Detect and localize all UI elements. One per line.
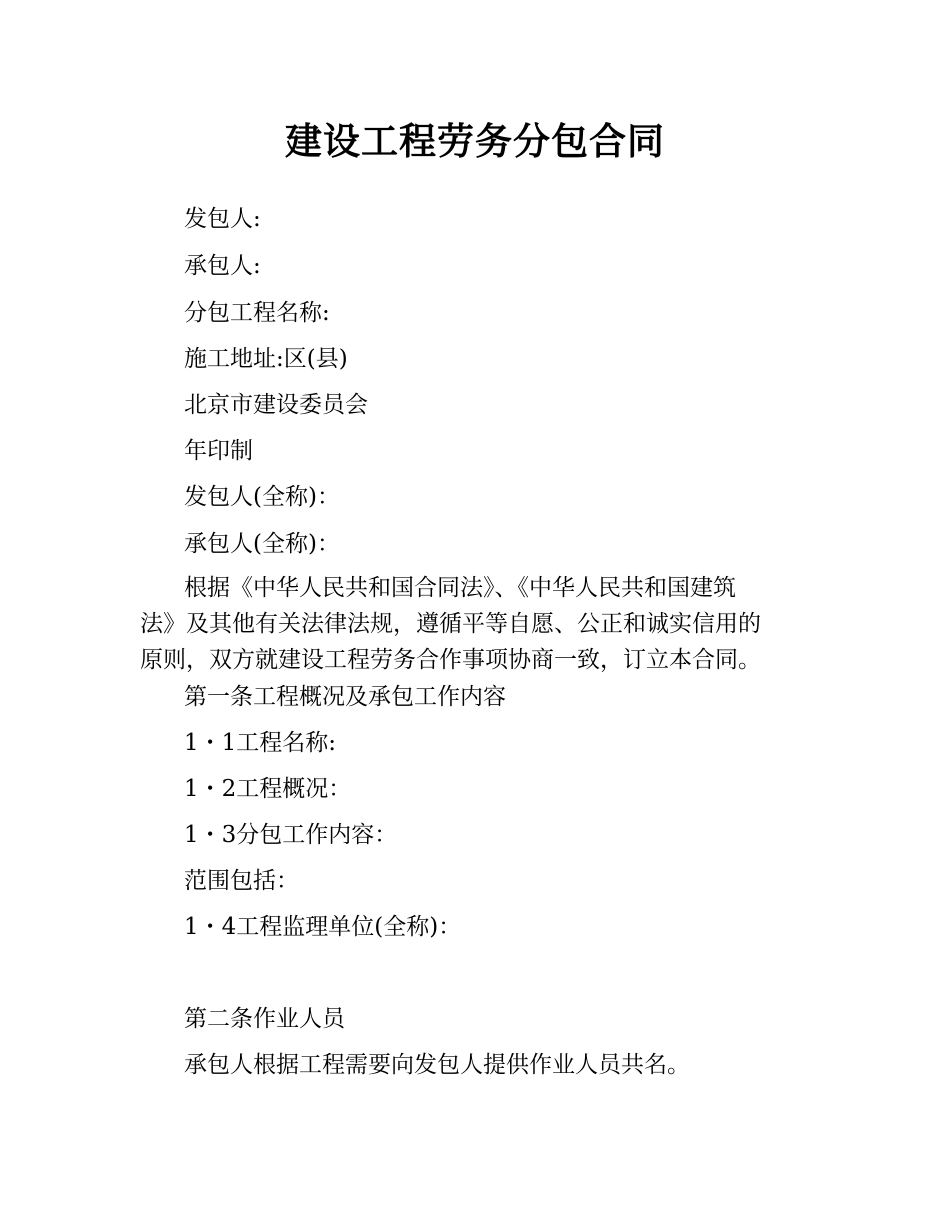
document-title: 建设工程劳务分包合同 [285,120,665,163]
item-1-2: 1・2工程概况： [184,776,352,802]
article-2-heading: 第二条作业人员 [184,1006,345,1032]
item-1-4: 1・4工程监理单位(全称)： [184,914,462,940]
article-1-heading: 第一条工程概况及承包工作内容 [184,684,506,710]
contractor-line: 承包人: [184,253,261,279]
issuer-full-name-line: 发包人(全称)： [184,484,340,510]
site-address-line: 施工地址:区(县) [184,346,348,372]
project-name-line: 分包工程名称: [184,300,330,326]
scope-line: 范围包括： [184,868,299,894]
contractor-full-name-line: 承包人(全称)： [184,531,340,557]
publisher-line: 北京市建设委员会 [184,392,368,418]
print-line: 年印制 [184,438,253,464]
preamble-line: 法》及其他有关法律法规，遵循平等自愿、公正和诚实信用的 [140,611,761,637]
preamble-paragraph [140,570,820,678]
preamble-line: 根据《中华人民共和国合同法》、《中华人民共和国建筑 [184,575,736,601]
item-1-3: 1・3分包工作内容： [184,822,398,848]
preamble-line: 原则，双方就建设工程劳务合作事项协商一致，订立本合同。 [140,647,761,673]
article-2-body: 承包人根据工程需要向发包人提供作业人员共名。 [184,1052,690,1078]
issuer-line: 发包人: [184,206,261,232]
item-1-1: 1・1工程名称: [184,730,337,756]
